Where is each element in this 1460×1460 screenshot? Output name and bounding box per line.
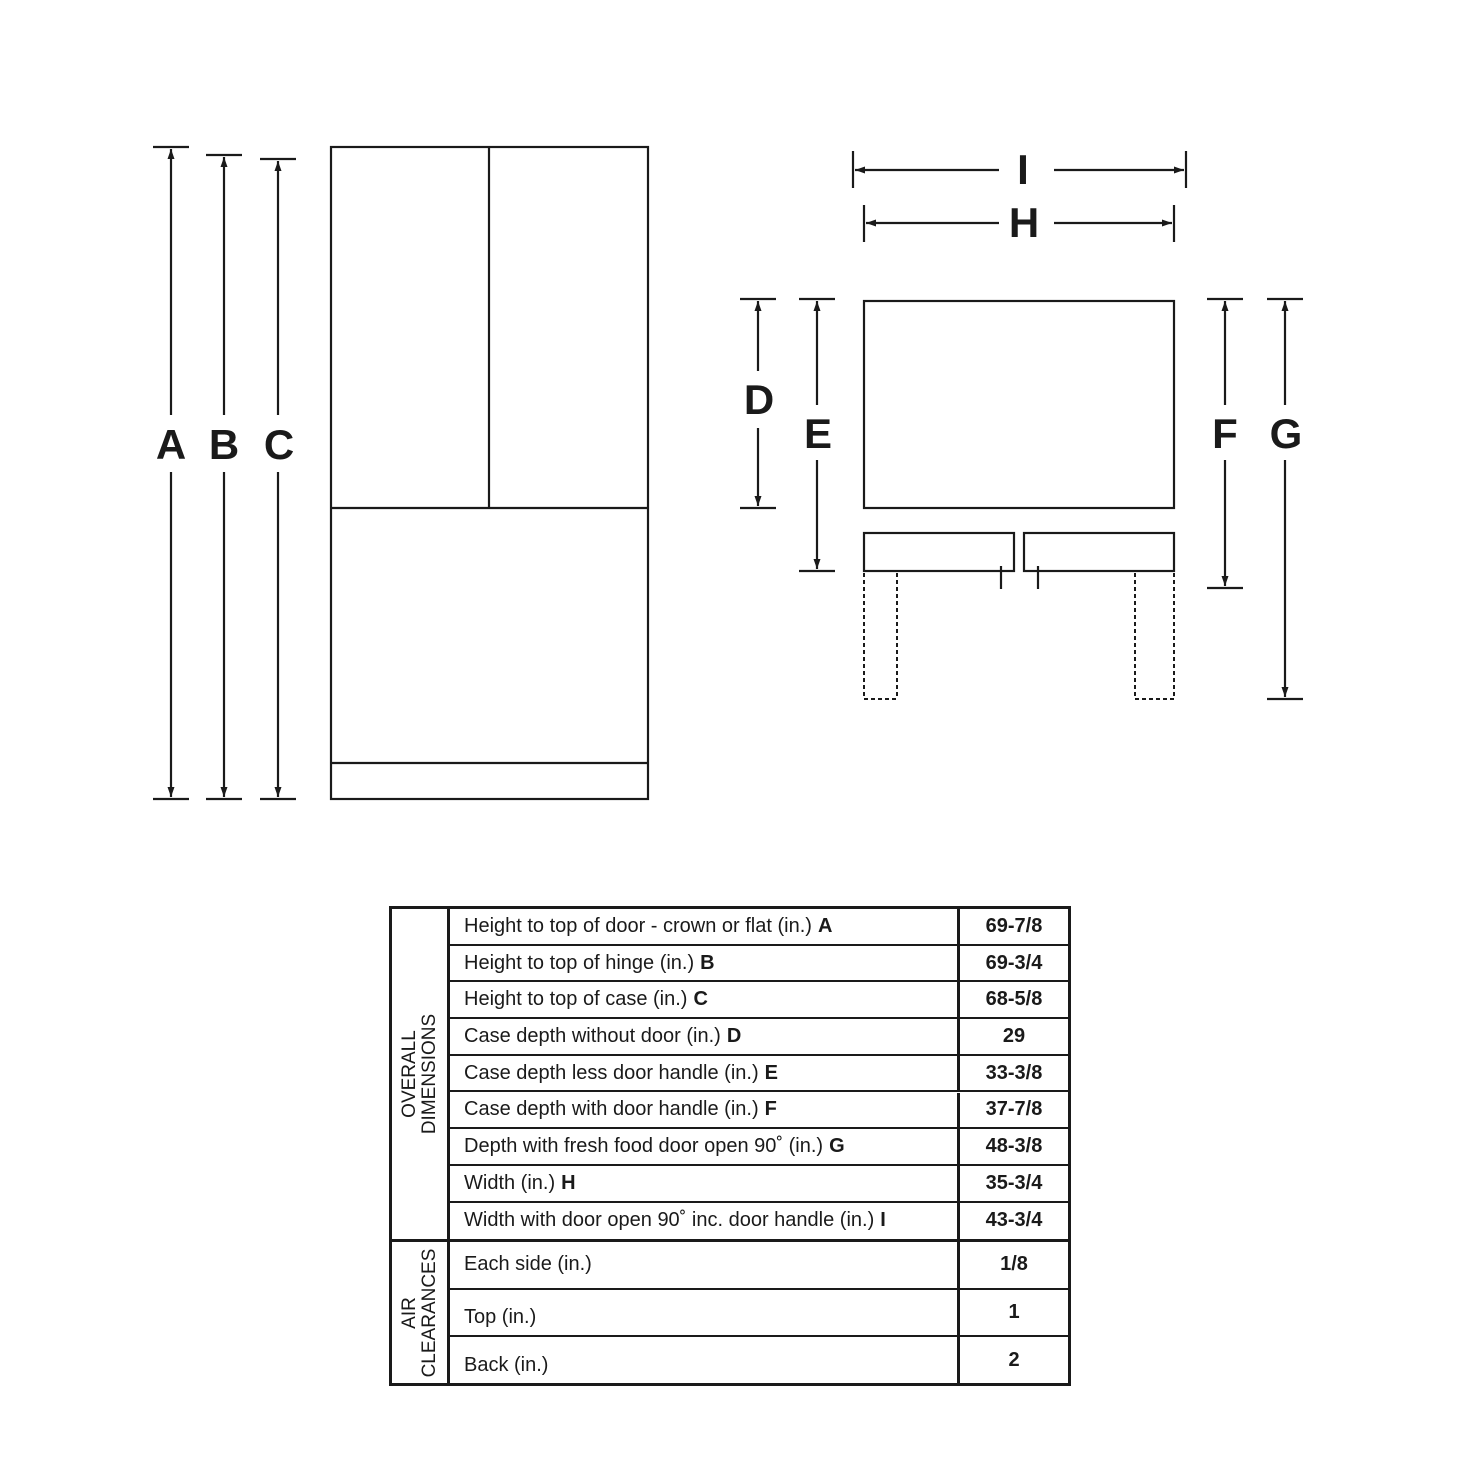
label-e: E (803, 410, 833, 457)
label-a: A (155, 421, 187, 468)
group-label (400, 1014, 440, 1134)
row-description: Case depth with door handle (in.) (464, 1098, 759, 1121)
table-row (450, 1166, 1068, 1203)
row-description: Case depth without door (in.) (464, 1024, 721, 1047)
row-value: 35-3/4 (957, 1166, 1068, 1201)
row-letter: A (817, 914, 833, 937)
table-row (450, 1129, 1068, 1166)
table-row (450, 1203, 1068, 1239)
row-letter: F (764, 1098, 777, 1121)
table-row (450, 1056, 1068, 1093)
dimensions-table (389, 906, 1071, 1386)
front-view (331, 147, 648, 799)
row-letter: I (880, 1209, 886, 1232)
table-row (450, 1242, 1068, 1290)
row-value: 29 (957, 1019, 1068, 1054)
row-description: Back (in.) (464, 1353, 549, 1376)
row-description: Top (in.) (464, 1305, 537, 1328)
table-row (450, 1290, 1068, 1338)
row-letter: D (726, 1024, 742, 1047)
dimension-c (260, 159, 296, 799)
row-description: Each side (in.) (464, 1253, 592, 1276)
row-description: Height to top of hinge (in.) (464, 951, 695, 974)
top-view (864, 301, 1174, 589)
row-description: Height to top of case (in.) (464, 988, 688, 1011)
row-value: 1 (957, 1290, 1068, 1336)
row-description: Width (in.) (464, 1171, 556, 1194)
row-description: Width with door open 90˚ inc. door handle (in.) (464, 1209, 875, 1232)
row-letter: E (764, 1061, 778, 1084)
label-f: F (1212, 410, 1238, 457)
row-letter: B (700, 951, 715, 974)
label-g: G (1269, 410, 1303, 457)
row-letter: H (561, 1171, 576, 1194)
table-row (450, 1093, 1068, 1130)
row-description: Height to top of door - crown or flat (in.) (464, 914, 812, 937)
label-d: D (743, 376, 775, 423)
label-c: C (263, 421, 295, 468)
group-label-line: CLEARANCES (418, 1248, 440, 1377)
label-b: B (208, 421, 240, 468)
row-value: 68-5/8 (957, 982, 1068, 1017)
group-label (400, 1248, 440, 1377)
row-value: 69-7/8 (957, 909, 1068, 944)
dimension-b (206, 155, 242, 799)
group-label-line: DIMENSIONS (418, 1013, 440, 1135)
row-letter: C (693, 988, 708, 1011)
group-air-clearances (392, 1242, 450, 1383)
row-value: 33-3/8 (957, 1056, 1068, 1091)
table-row (450, 982, 1068, 1019)
row-value: 1/8 (957, 1242, 1068, 1288)
table-row (450, 946, 1068, 983)
group-overall-dimensions (392, 909, 450, 1239)
dimension-g (1267, 299, 1303, 699)
row-value: 43-3/4 (957, 1203, 1068, 1239)
table-row (450, 1019, 1068, 1056)
row-value: 37-7/8 (957, 1093, 1068, 1128)
table-row (450, 1337, 1068, 1383)
label-h: H (1008, 199, 1040, 246)
row-description: Depth with fresh food door open 90˚ (in.) (464, 1135, 824, 1158)
row-value: 48-3/8 (957, 1129, 1068, 1164)
label-i: I (1017, 146, 1029, 193)
row-value: 69-3/4 (957, 946, 1068, 981)
row-letter: G (829, 1135, 845, 1158)
table-row (450, 909, 1068, 946)
row-value: 2 (957, 1337, 1068, 1383)
open-door-outline (864, 573, 1174, 699)
group-label-line: OVERALL (398, 1030, 420, 1118)
row-description: Case depth less door handle (in.) (464, 1061, 759, 1084)
group-label-line: AIR (398, 1296, 420, 1329)
dimension-a (153, 147, 189, 799)
